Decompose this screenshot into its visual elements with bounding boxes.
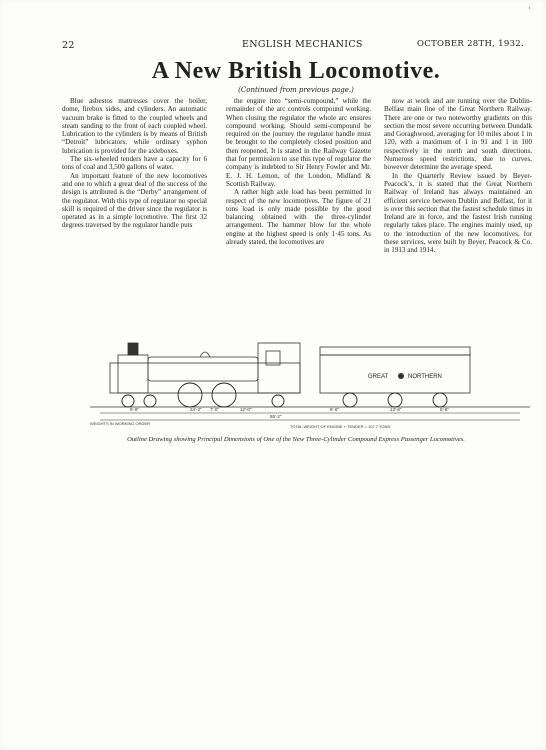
dimension-label: 7'-0" xyxy=(210,407,219,412)
publication-title: ENGLISH MECHANICS xyxy=(242,39,363,50)
page-header xyxy=(62,39,530,51)
boiler xyxy=(148,357,258,381)
issue-date: OCTOBER 28TH, 1932. xyxy=(417,39,524,49)
paragraph: The six-wheeled tenders have a capacity for 6 tons of coal and 3,500 gallons of water. xyxy=(62,155,207,172)
article-title: A New British Locomotive. xyxy=(151,58,441,84)
dimension-label: 5'-6" xyxy=(440,407,449,412)
coupled-wheel xyxy=(212,383,236,407)
paragraph: now at work and are running over the Dublin-Belfast main line of the Great Northern Railway. There are one or two noteworthy gradients on this section the most severe occurring between Dundalk and Goraghwood, averaging for 10 miles about 1 in 120, with a maximum of 1 in 91 and 1 in 100 respectively in the north and south directions. Numerous speed restrictions, due to curves, however determine the average speed. xyxy=(384,97,532,172)
chimney xyxy=(128,343,138,355)
cab xyxy=(258,343,300,393)
smokebox xyxy=(118,355,148,393)
tender-lettering-left: GREAT xyxy=(368,374,389,380)
dimension-label: 13'-0" xyxy=(390,407,402,412)
tender-wheel xyxy=(388,393,402,407)
tender-body xyxy=(320,355,470,393)
bogie-wheel xyxy=(122,395,134,407)
dimension-label: 55'-2" xyxy=(270,414,282,419)
tender-wheel xyxy=(343,393,357,407)
emblem-icon xyxy=(398,373,404,379)
paragraph: An important feature of the new locomotives and one to which a great deal of the success of the design is attributed is the “Derby” arrangement of the regulator. With this type of regulator no special skill is required of the driver since the regulator is operated as in a simple locomotive. The first 32 degrees traversed by the regulator handle puts xyxy=(62,171,207,230)
dome xyxy=(200,352,210,357)
paragraph: A rather high axle load has been permitted in respect of the new locomotives. The figure of 21 tons load is only made possible by the good balancing obtained with the three-cylinder arrangement. The hammer blow for the whole engine at the highest speed is only 1·45 tons. As already stated, the locomotives are xyxy=(226,188,371,247)
text-column-3 xyxy=(384,97,532,255)
weights-label: WEIGHTS IN WORKING ORDER xyxy=(90,421,150,426)
total-weight-label: TOTAL WEIGHT OF ENGINE + TENDER = 107.7 TONS xyxy=(290,424,391,429)
bogie-wheel xyxy=(144,395,156,407)
locomotive-outline-drawing xyxy=(90,333,530,431)
continued-note: (Continued from previous page.) xyxy=(238,86,354,94)
engine-frame xyxy=(110,363,300,393)
dimension-label: 24'-3" xyxy=(190,407,202,412)
text-column-2 xyxy=(226,97,371,246)
paragraph: the engine into “semi-compound,” while the remainder of the arc controls compound working. When closing the regulator the whole arc ensures compound working. Should semi-compound be required on the journey the regulator handle must be brought to the completely closed position and then reopened. It is stated in the Railway Gazette that for permission to use this type of regulator the company is indebted to Sir Henry Fowler and Mr. E. J. H. Lemon, of the London, Midland & Scottish Railway. xyxy=(226,97,371,188)
dimension-label: 6'-6" xyxy=(330,407,339,412)
coupled-wheel xyxy=(178,383,202,407)
tender-wheel xyxy=(433,393,447,407)
dimension-label: 12'-0" xyxy=(240,407,252,412)
trailing-wheel xyxy=(272,395,284,407)
paragraph: In the Quarterly Review issued by Beyer-Peacock’s, it is stated that the Great Northern Railway of Ireland has always maintained an efficient service between Dublin and Belfast, for it is over this section that the fastest schedule times in Ireland are in force, and the fastest Irish running regularly takes place. The engines mainly used, up to the introduction of the new locomotives, for these services, were built by Beyer, Peacock & Co. in 1913 and 1914. xyxy=(384,171,532,255)
page-number: 22 xyxy=(62,39,75,51)
paragraph: Blue asbestos mattresses cover the boiler, dome, firebox sides, and cylinders. An automatic vacuum brake is fitted to the coupled wheels and steam sanding to the front of each coupled wheel. Lubrication to the cylinders is by means of British “Detroit” lubricators, while ordinary syphon lubrication is provided for the axleboxes. xyxy=(62,97,207,155)
text-column-1 xyxy=(62,97,207,230)
tender-coal-rail xyxy=(320,347,470,355)
tender-lettering-right: NORTHERN xyxy=(408,374,442,380)
binder-mark: · xyxy=(528,4,531,14)
dimension-label: 6'-9" xyxy=(130,407,139,412)
figure-caption: Outline Drawing showing Principal Dimensions of One of the New Three-Cylinder Compound Express Passenger Locomotives. xyxy=(127,436,465,443)
